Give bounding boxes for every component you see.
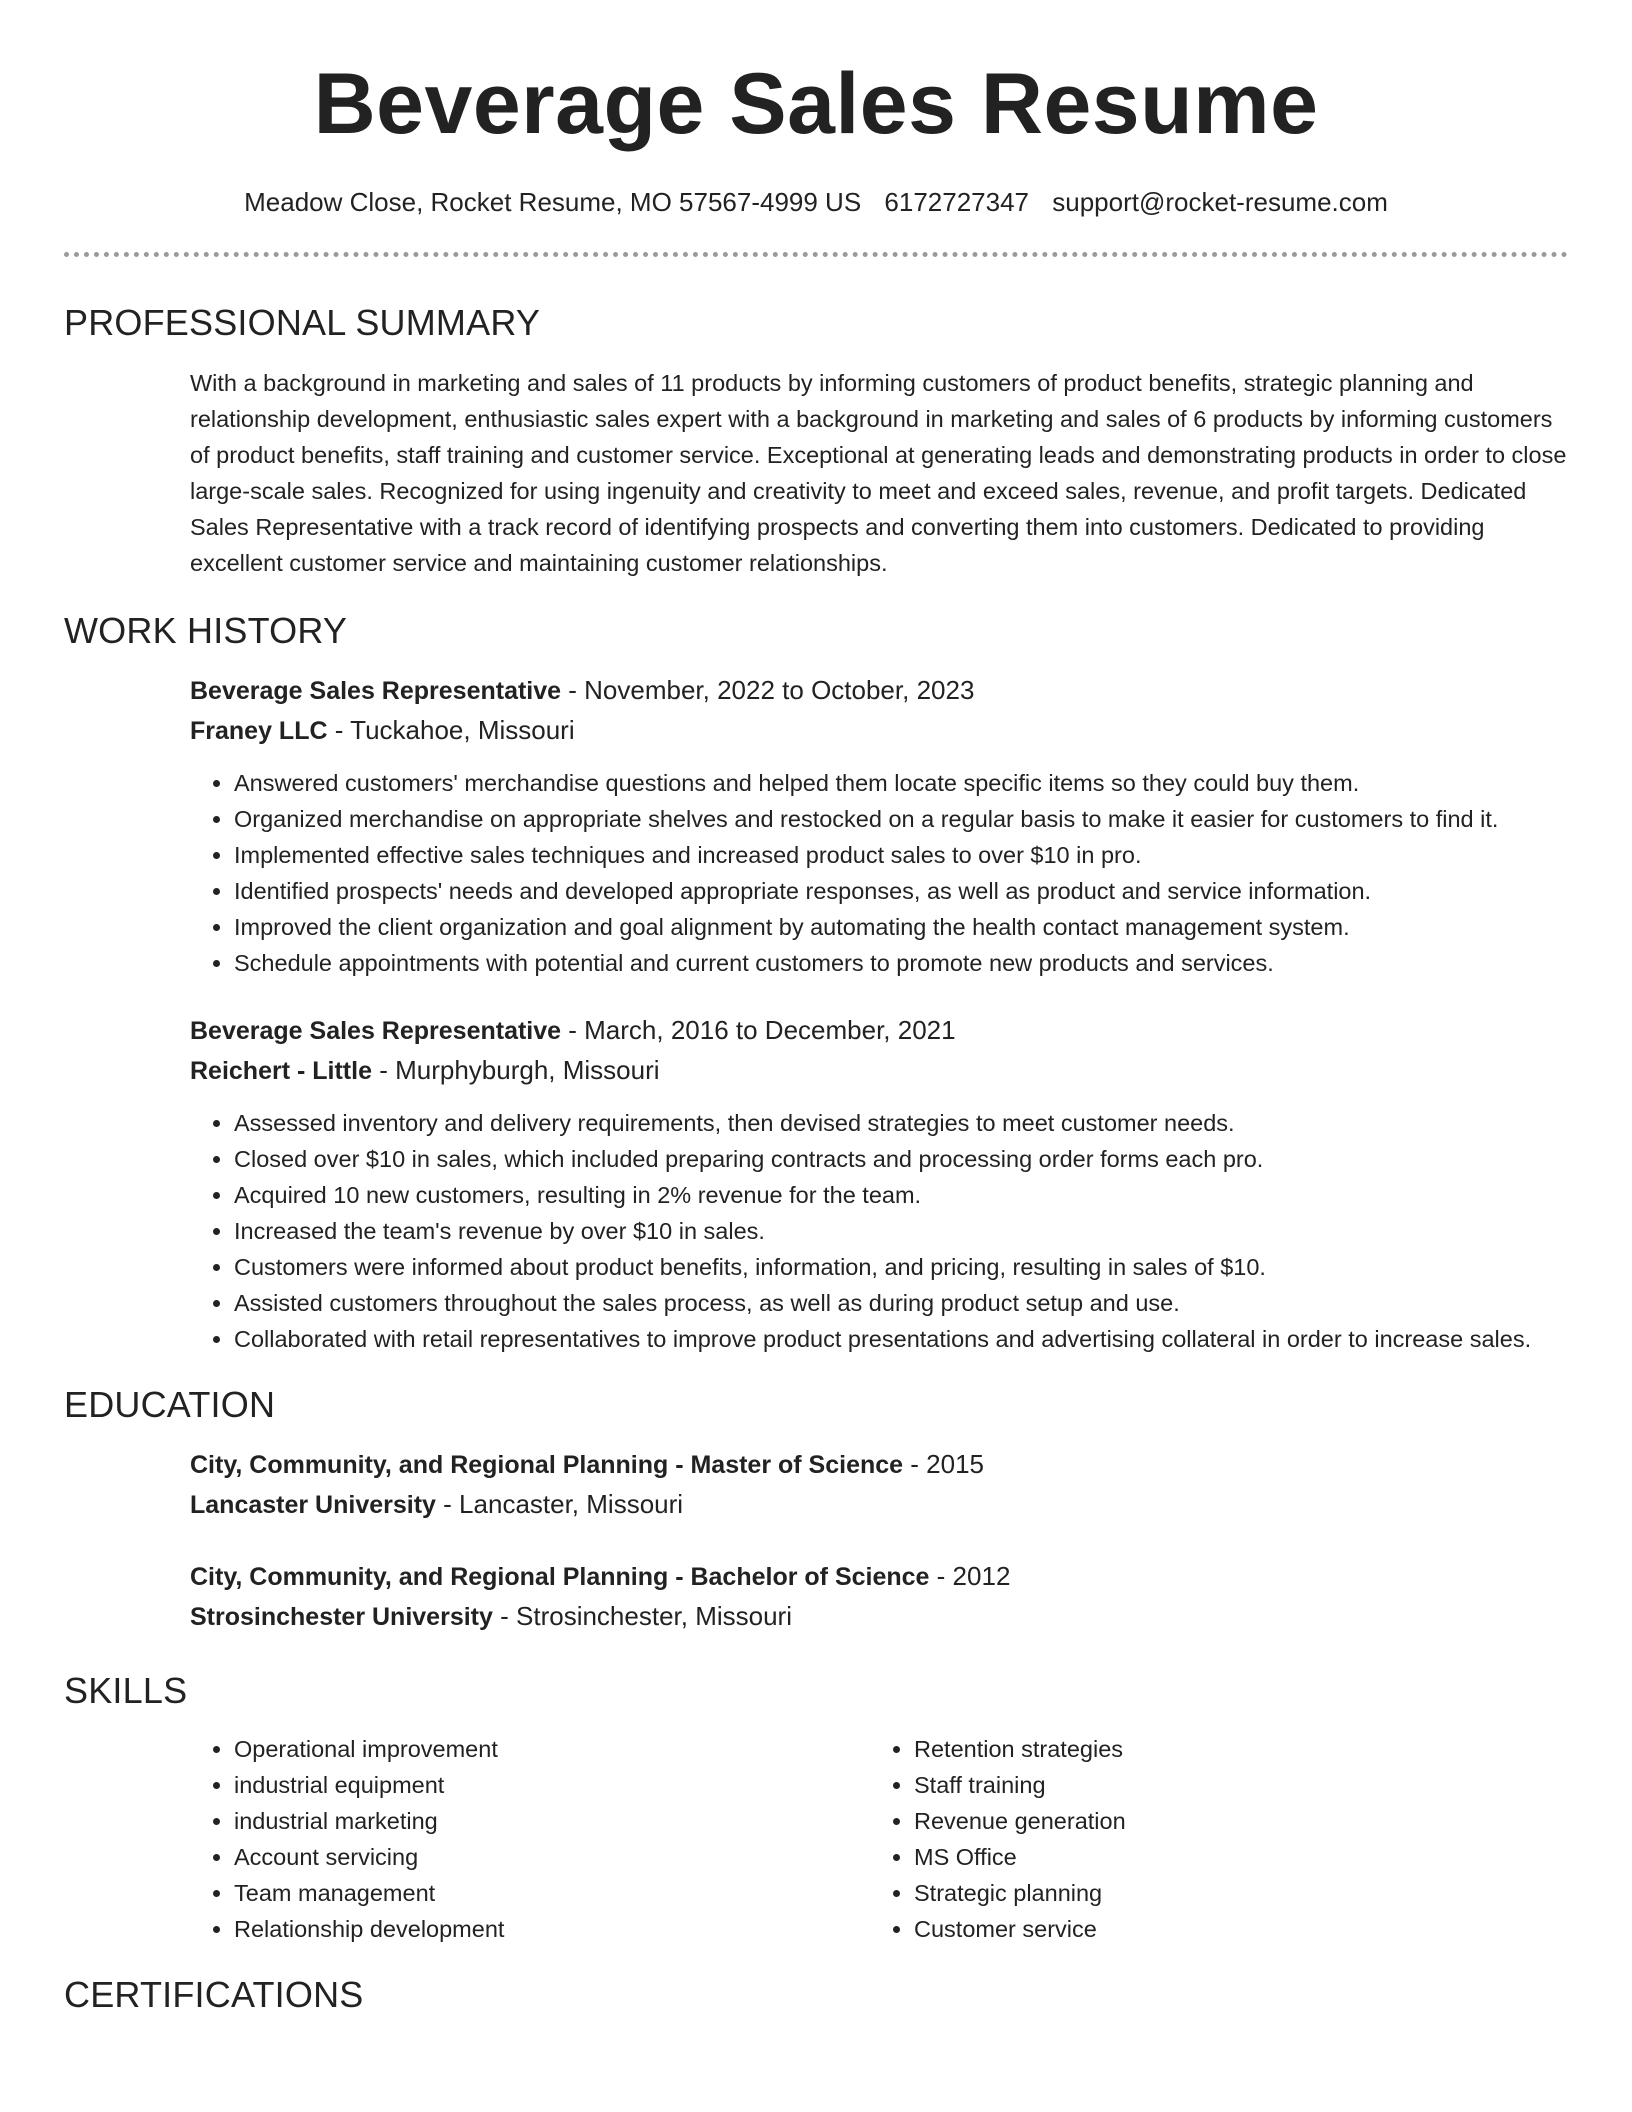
- job-location: - Tuckahoe, Missouri: [327, 715, 575, 745]
- education-location: - Lancaster, Missouri: [435, 1489, 684, 1519]
- skills-list-right: [870, 1731, 1490, 1947]
- skill-item: • Account servicing: [234, 1839, 870, 1875]
- job-entry: [190, 671, 1568, 981]
- skills-heading: SKILLS: [64, 1670, 188, 1711]
- skill-item: • Operational improvement: [234, 1731, 870, 1767]
- job-bullet: • Schedule appointments with potential and current customers to promote new products and services.: [234, 945, 1568, 981]
- job-role: Beverage Sales Representative: [190, 677, 562, 705]
- contact-email: support@rocket-resume.com: [1052, 187, 1388, 217]
- job-bullet: • Customers were informed about product benefits, information, and pricing, resulting in sales of $10.: [234, 1249, 1568, 1285]
- job-entry: [190, 1011, 1568, 1357]
- education-degree: City, Community, and Regional Planning - Master of Science: [190, 1451, 904, 1479]
- job-bullet: • Assisted customers throughout the sales process, as well as during product setup and use.: [234, 1285, 1568, 1321]
- job-bullet: • Implemented effective sales techniques and increased product sales to over $10 in pro.: [234, 837, 1568, 873]
- job-bullet: • Improved the client organization and goal alignment by automating the health contact management system.: [234, 909, 1568, 945]
- job-bullet: • Acquired 10 new customers, resulting in 2% revenue for the team.: [234, 1177, 1568, 1213]
- skill-item: • Relationship development: [234, 1911, 870, 1947]
- job-bullet: • Identified prospects' needs and developed appropriate responses, as well as product and service information.: [234, 873, 1568, 909]
- summary-text: With a background in marketing and sales of 11 products by informing customers of product benefits, strategic planning and relationship development, enthusiastic sales expert with a background in marketing and sales of 6 products by informing customers of product benefits, staff training and customer service. Exceptional at generating leads and demonstrating products in order to close large-scale sales. Recognized for using ingenuity and creativity to meet and exceed sales, revenue, and profit targets. Dedicated Sales Representative with a track record of identifying prospects and converting them into customers. Dedicated to providing excellent customer service and maintaining customer relationships.: [190, 370, 1567, 576]
- education-degree: City, Community, and Regional Planning - Bachelor of Science: [190, 1563, 930, 1591]
- education-entry: [190, 1445, 1568, 1525]
- summary-heading: PROFESSIONAL SUMMARY: [64, 302, 541, 343]
- resume-header: [0, 0, 1632, 218]
- job-title-line: [190, 671, 1568, 711]
- education-entry: [190, 1557, 1568, 1637]
- certifications-heading: CERTIFICATIONS: [64, 1974, 364, 2015]
- education-section: [0, 1383, 1632, 1637]
- summary-section: [0, 301, 1632, 581]
- job-bullet: • Closed over $10 in sales, which included preparing contracts and processing order forms each pro.: [234, 1141, 1568, 1177]
- job-bullet: • Increased the team's revenue by over $10 in sales.: [234, 1213, 1568, 1249]
- header-divider: [64, 252, 1568, 257]
- work-history-body: [64, 671, 1568, 1357]
- education-degree-line: [190, 1445, 1568, 1485]
- education-school-line: [190, 1485, 1568, 1525]
- skill-item: • Strategic planning: [914, 1875, 1490, 1911]
- job-role: Beverage Sales Representative: [190, 1017, 562, 1045]
- education-location: - Strosinchester, Missouri: [492, 1601, 792, 1631]
- skill-item: • Customer service: [914, 1911, 1490, 1947]
- job-company: Franey LLC: [190, 717, 328, 745]
- work-history-heading: WORK HISTORY: [64, 610, 348, 651]
- summary-body: [64, 365, 1568, 581]
- skill-item: • Staff training: [914, 1767, 1490, 1803]
- skill-item: • Team management: [234, 1875, 870, 1911]
- education-year: - 2012: [929, 1561, 1011, 1591]
- resume-title: Beverage Sales Resume: [313, 56, 1319, 152]
- contact-address: Meadow Close, Rocket Resume, MO 57567-4999 US: [244, 187, 862, 217]
- skills-section: [0, 1669, 1632, 1947]
- education-school: Strosinchester University: [190, 1603, 493, 1631]
- job-dates: - November, 2022 to October, 2023: [561, 675, 975, 705]
- job-bullet: • Organized merchandise on appropriate shelves and restocked on a regular basis to make it easier for customers to find it.: [234, 801, 1568, 837]
- job-title-line: [190, 1011, 1568, 1051]
- job-bullets: [190, 765, 1568, 981]
- education-school: Lancaster University: [190, 1491, 436, 1519]
- job-bullet: • Answered customers' merchandise questions and helped them locate specific items so they could buy them.: [234, 765, 1568, 801]
- job-bullet: • Assessed inventory and delivery requirements, then devised strategies to meet customer needs.: [234, 1105, 1568, 1141]
- skills-body: [64, 1731, 1568, 1947]
- contact-phone: 6172727347: [884, 187, 1030, 217]
- skills-list-left: [190, 1731, 870, 1947]
- skills-grid: [190, 1731, 1568, 1947]
- skill-item: • MS Office: [914, 1839, 1490, 1875]
- education-school-line: [190, 1597, 1568, 1637]
- education-body: [64, 1445, 1568, 1637]
- work-history-section: [0, 609, 1632, 1357]
- job-company-line: [190, 711, 1568, 751]
- education-heading: EDUCATION: [64, 1384, 276, 1425]
- job-company-line: [190, 1051, 1568, 1091]
- skill-item: • Revenue generation: [914, 1803, 1490, 1839]
- job-bullet: • Collaborated with retail representatives to improve product presentations and advertising collateral in order to increase sales.: [234, 1321, 1568, 1357]
- job-location: - Murphyburgh, Missouri: [371, 1055, 660, 1085]
- contact-line: [0, 186, 1632, 218]
- job-bullets: [190, 1105, 1568, 1357]
- education-degree-line: [190, 1557, 1568, 1597]
- job-company: Reichert - Little: [190, 1057, 372, 1085]
- skill-item: • Retention strategies: [914, 1731, 1490, 1767]
- job-dates: - March, 2016 to December, 2021: [561, 1015, 956, 1045]
- skill-item: • industrial equipment: [234, 1767, 870, 1803]
- education-year: - 2015: [903, 1449, 985, 1479]
- certifications-section: [0, 1973, 1632, 2017]
- skill-item: • industrial marketing: [234, 1803, 870, 1839]
